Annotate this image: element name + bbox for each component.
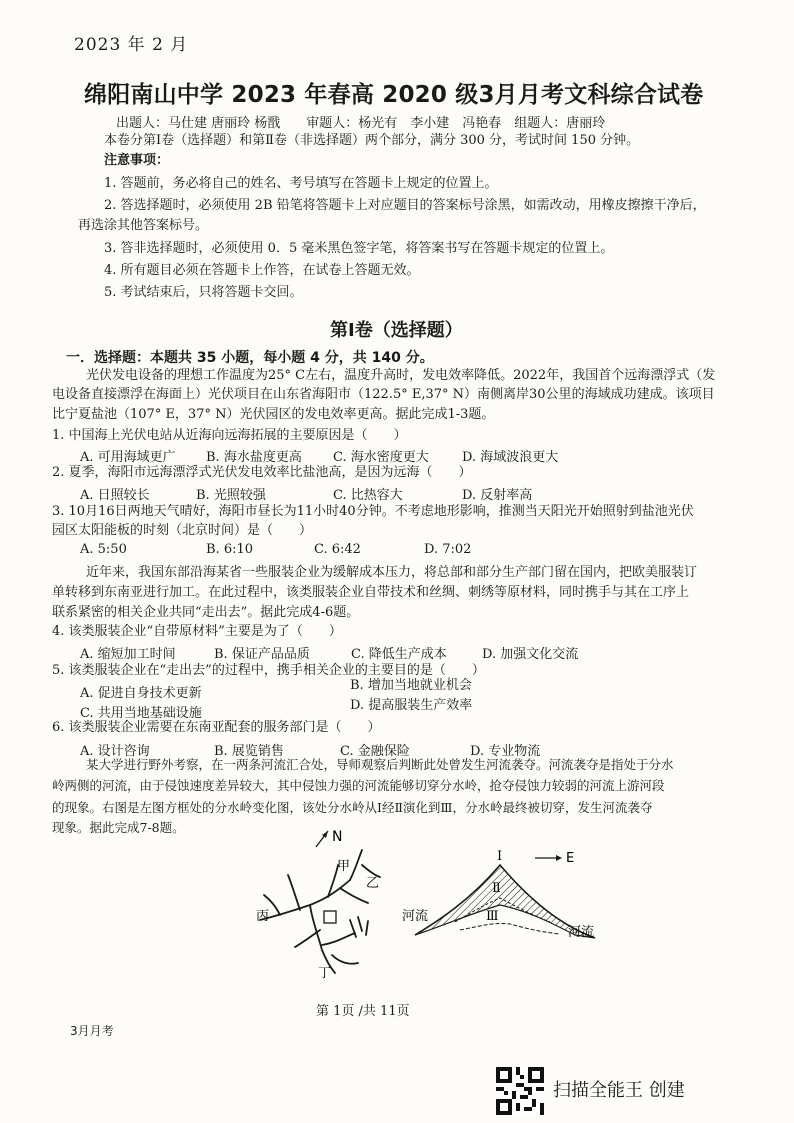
- question-stem: 3. 10月16日两地天气晴好，海阳市昼长为11小时40分钟。不考虑地形影响，推测当天阳光开始照射到盐池光伏: [52, 504, 694, 519]
- stage-label-iii: Ⅲ: [486, 909, 499, 924]
- option: D. 反射率高: [462, 488, 533, 503]
- east-arrow-head-icon: [556, 855, 562, 861]
- east-label: E: [566, 851, 575, 866]
- passage-line: 的现象。右图是左图方框处的分水岭变化图，该处分水岭从Ⅰ经Ⅱ演化到Ⅲ，分水岭最终被切穿，发生河流袭夺: [52, 800, 653, 815]
- option: B. 增加当地就业机会: [350, 678, 472, 693]
- passage-line: 光伏发电设备的理想工作温度为25° C左右，温度升高时，发电效率降低。2022年，我国首个远海漂浮式（发: [86, 368, 716, 383]
- option: C. 6:42: [314, 542, 361, 557]
- passage-line: 近年来，我国东部沿海某省一些服装企业为缓解成本压力，将总部和部分生产部门留在国内，把欧美服装订: [86, 565, 698, 580]
- river-label-left: 河流: [402, 909, 429, 924]
- corner-label: 3月月考: [70, 1024, 114, 1038]
- scanner-watermark: 扫描全能王 创建: [553, 1080, 685, 1101]
- passage-line: 电设备直接漂浮在海面上）光伏项目在山东省海阳市（122.5° E,37° N）南侧离岸30公里的海域成功建成。该项目: [52, 387, 715, 402]
- option: C. 金融保险: [340, 744, 410, 759]
- option: A. 5:50: [80, 542, 127, 557]
- part-heading: 一．选择题：本题共 35 小题，每小题 4 分，共 140 分。: [66, 350, 434, 366]
- option: B. 光照较强: [196, 488, 266, 503]
- qr-code-icon: [496, 1067, 544, 1115]
- option: D. 加强文化交流: [482, 647, 579, 662]
- option: C. 共用当地基础设施: [80, 706, 202, 721]
- passage-line: 单转移到东南亚进行加工。在此过程中，该类服装企业自带技术和丝绸、刺绣等原材料，同时携手与其在工序上: [52, 585, 690, 600]
- stage-label-i: Ⅰ: [497, 849, 503, 864]
- question-stem: 4. 该类服装企业“自带原材料”主要是为了（ ）: [52, 624, 342, 639]
- frame-box: [324, 911, 336, 923]
- question-stem: 2. 夏季，海阳市远海漂浮式光伏发电效率比盐池高，是因为远海（ ）: [52, 465, 472, 480]
- option: C. 海水密度更大: [333, 450, 429, 465]
- river-branch: [332, 955, 358, 964]
- label-bing: 丙: [256, 909, 270, 924]
- notice-item: 3. 答非选择题时，必须使用 0．5 毫米黑色签字笔，将答案书写在答题卡规定的位置上。: [104, 241, 614, 256]
- notice-title: 注意事项：: [104, 153, 170, 168]
- option: C. 比热容大: [333, 488, 403, 503]
- exam-date: 2023 年 2 月: [74, 35, 189, 55]
- option: B. 保证产品品质: [214, 647, 310, 662]
- label-ding: 丁: [318, 966, 332, 981]
- intro-text: 本卷分第Ⅰ卷（选择题）和第Ⅱ卷（非选择题）两个部分，满分 300 分，考试时间 150 分钟。: [104, 133, 640, 148]
- river-branch: [340, 888, 368, 903]
- passage-line: 比宁夏盐池（107° E，37° N）光伏园区的发电效率更高。据此完成1-3题。: [52, 407, 495, 422]
- notice-item: 2. 答选择题时，必须使用 2B 铅笔将答题卡上对应题目的答案标号涂黑，如需改动，用橡皮擦擦干净后，: [104, 198, 706, 213]
- question-stem: 园区太阳能板的时刻（北京时间）是（ ）: [52, 523, 313, 538]
- option: A. 设计咨询: [80, 744, 150, 759]
- river-branch: [295, 930, 320, 947]
- passage-line: 某大学进行野外考察，在一两条河流汇合处，导师观察后判断此处曾发生河流袭夺。河流袭夺是指处于分水: [86, 757, 674, 772]
- option: D. 海域波浪更大: [462, 450, 559, 465]
- option: D. 7:02: [424, 542, 472, 557]
- river-branch: [288, 875, 300, 910]
- option: A. 促进自身技术更新: [80, 686, 202, 701]
- section-title: 第Ⅰ卷（选择题）: [330, 320, 463, 341]
- river-branch: [350, 850, 362, 880]
- profile-line-iii: [460, 923, 560, 934]
- river-label-right: 河流: [568, 925, 595, 940]
- river-branch: [322, 933, 355, 945]
- watershed-profile: [400, 840, 610, 950]
- option: B. 海水盐度更高: [206, 450, 302, 465]
- page-number: 第 1页 /共 11页: [316, 1004, 410, 1019]
- label-jia: 甲: [337, 859, 351, 874]
- question-stem: 1. 中国海上光伏电站从近海向远海拓展的主要原因是（ ）: [52, 428, 407, 443]
- passage-line: 现象。据此完成7-8题。: [52, 820, 185, 835]
- option: C. 降低生产成本: [351, 647, 447, 662]
- exam-authors: 出题人：马仕建 唐丽玲 杨戬 审题人：杨光有 李小建 冯艳春 组题人：唐丽玲: [116, 116, 606, 131]
- notice-item: 1. 答题前，务必将自己的姓名、考号填写在答题卡上规定的位置上。: [104, 176, 498, 191]
- question-stem: 5. 该类服装企业在“走出去”的过程中，携手相关企业的主要目的是（ ）: [52, 663, 485, 678]
- option: B. 6:10: [206, 542, 254, 557]
- label-yi: 乙: [366, 876, 380, 891]
- notice-item: 5. 考试结束后，只将答题卡交回。: [104, 285, 303, 300]
- river-branch: [310, 905, 335, 973]
- north-label: N: [332, 829, 343, 845]
- option: A. 缩短加工时间: [80, 647, 176, 662]
- exam-title: 绵阳南山中学 2023 年春高 2020 级3月月考文科综合试卷: [84, 82, 704, 108]
- stage-label-ii: Ⅱ: [492, 881, 501, 896]
- option: D. 专业物流: [470, 744, 541, 759]
- notice-item: 4. 所有题目必须在答题卡上作答，在试卷上答题无效。: [104, 263, 420, 278]
- river-network-map: [240, 825, 400, 985]
- option: A. 日照较长: [80, 488, 150, 503]
- notice-item: 再选涂其他答案标号。: [78, 218, 209, 233]
- passage-line: 岭两侧的河流，由于侵蚀速度差异较大，其中侵蚀力强的河流能够切穿分水岭，抢夺侵蚀力较弱的河流上游河段: [52, 778, 665, 793]
- option: D. 提高服装生产效率: [350, 698, 473, 713]
- passage-line: 联系紧密的相关企业共同“走出去”。据此完成4-6题。: [52, 605, 360, 620]
- option: A. 可用海域更广: [80, 450, 176, 465]
- question-stem: 6. 该类服装企业需要在东南亚配套的服务部门是（ ）: [52, 720, 381, 735]
- option: B. 展览销售: [214, 744, 284, 759]
